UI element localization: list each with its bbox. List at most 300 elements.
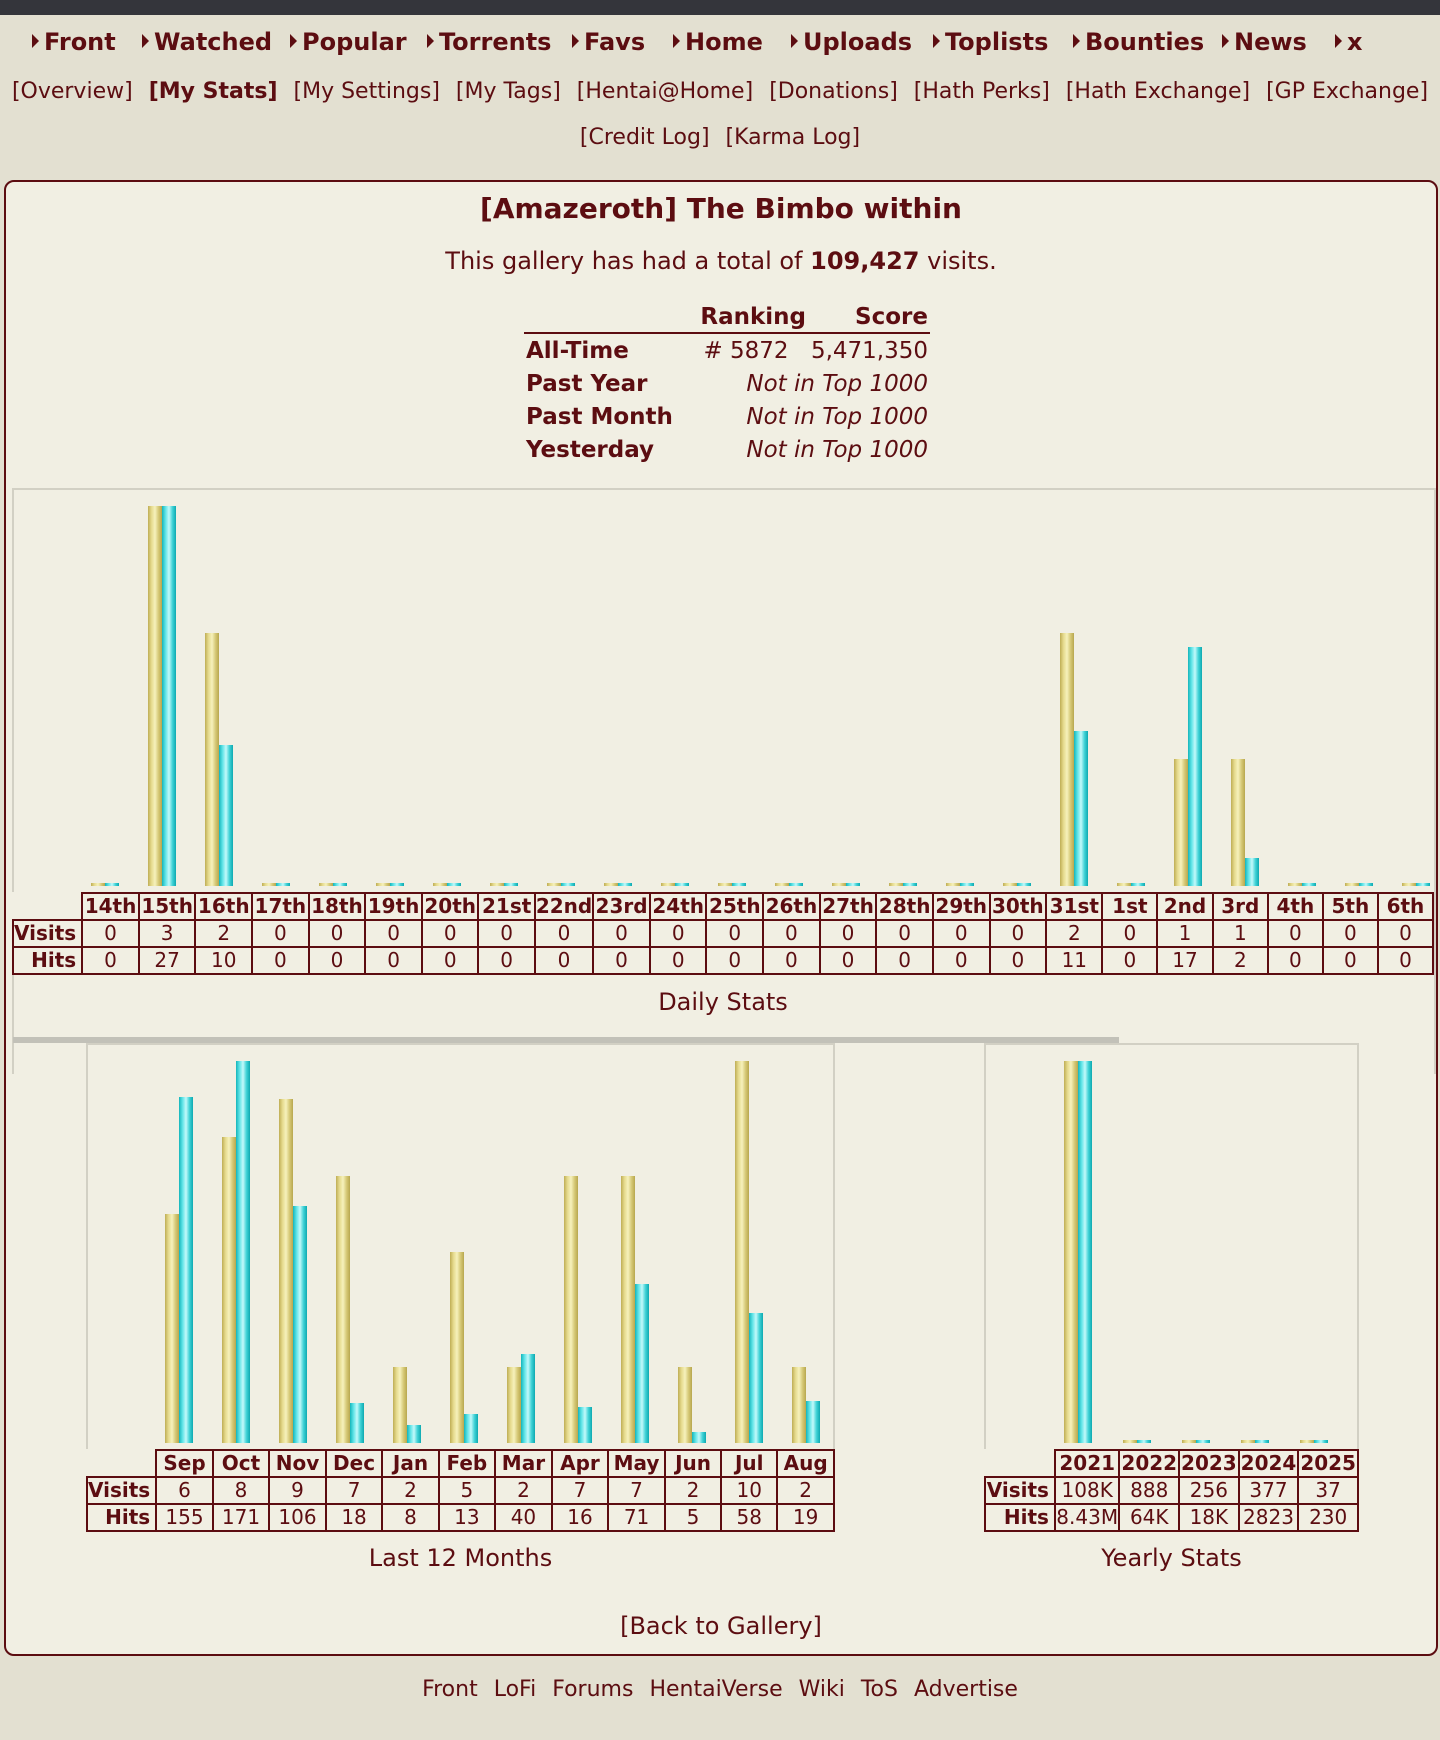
hits-value: 19 <box>777 1504 834 1531</box>
visits-value: 0 <box>1323 920 1378 947</box>
triangle-icon <box>1335 34 1342 48</box>
top-strip <box>0 0 1440 15</box>
hits-value: 17 <box>1157 947 1213 974</box>
subnav-hath-perks[interactable]: [Hath Perks] <box>913 79 1050 104</box>
hits-value: 155 <box>156 1504 213 1531</box>
triangle-icon <box>572 34 579 48</box>
visits-bar <box>678 1367 692 1443</box>
triangle-icon <box>142 34 149 48</box>
category-label: 1st <box>1102 893 1157 920</box>
visits-bar <box>1402 883 1416 886</box>
visits-bar <box>433 883 447 886</box>
category-row <box>87 1450 834 1477</box>
category-label: 6th <box>1378 893 1433 920</box>
hits-value: 64K <box>1119 1504 1179 1531</box>
ranking-row-past-year <box>524 367 930 400</box>
hits-bar <box>903 883 917 886</box>
hits-bar <box>1314 1440 1328 1443</box>
hits-bar <box>960 883 974 886</box>
category-label: 18th <box>309 893 366 920</box>
visits-bar <box>507 1367 521 1443</box>
category-label: Apr <box>552 1450 608 1477</box>
hits-bar <box>675 883 689 886</box>
triangle-icon <box>933 34 940 48</box>
hits-value: 58 <box>721 1504 777 1531</box>
row-label: Hits <box>13 947 82 974</box>
visits-bar <box>792 1367 806 1443</box>
category-label: Jun <box>665 1450 721 1477</box>
hits-value: 13 <box>439 1504 496 1531</box>
ranking-label: Past Month <box>526 404 673 430</box>
ranking-blank-header <box>524 302 684 333</box>
visits-bar <box>832 883 846 886</box>
hits-value: 0 <box>593 947 650 974</box>
visits-value: 108K <box>1055 1477 1119 1504</box>
hits-bar <box>1078 1061 1092 1443</box>
category-label: 25th <box>706 893 763 920</box>
visits-value: 6 <box>156 1477 213 1504</box>
visits-bar <box>222 1137 236 1443</box>
hits-value: 0 <box>990 947 1047 974</box>
nav-label: x <box>1347 28 1363 56</box>
visits-value: 3 <box>139 920 196 947</box>
main-nav <box>0 26 1440 62</box>
category-label: 22nd <box>535 894 593 918</box>
visits-value: 9 <box>269 1477 326 1504</box>
hits-bar <box>578 1407 592 1443</box>
hits-value: 16 <box>552 1504 608 1531</box>
category-label: Nov <box>269 1450 326 1477</box>
visits-bar <box>1231 759 1245 886</box>
nav-watched[interactable] <box>142 26 272 58</box>
visits-value: 0 <box>650 920 707 947</box>
yearly-stats-chart <box>984 1043 1359 1529</box>
subnav-overview[interactable]: [Overview] <box>11 79 133 104</box>
subnav-hentai-at-home[interactable]: [Hentai@Home] <box>576 79 754 104</box>
footer <box>0 1677 1440 1702</box>
hits-bar <box>105 883 119 886</box>
category-label: 31st <box>1046 893 1102 920</box>
visits-row <box>87 1477 834 1504</box>
hits-bar <box>407 1425 421 1443</box>
ranking-value: # 5872 <box>703 338 789 364</box>
subnav-my-tags[interactable]: [My Tags] <box>455 79 561 104</box>
hits-value: 27 <box>139 947 196 974</box>
hits-bar <box>1137 1440 1151 1443</box>
visits-value: 0 <box>820 920 877 947</box>
visits-value: 7 <box>608 1477 665 1504</box>
visits-value: 7 <box>552 1477 608 1504</box>
hits-value: 8.43M <box>1056 1505 1119 1529</box>
visits-bar <box>319 883 333 886</box>
hits-bar <box>749 1313 763 1443</box>
visits-value: 2 <box>777 1477 834 1504</box>
hits-value: 0 <box>650 947 707 974</box>
category-label: 19th <box>365 893 422 920</box>
triangle-icon <box>290 34 297 48</box>
triangle-icon <box>673 34 680 48</box>
stats-panel <box>4 180 1438 1656</box>
category-label: 16th <box>195 893 252 920</box>
back-to-gallery-link[interactable]: [Back to Gallery] <box>620 1612 822 1640</box>
category-label: 26th <box>763 893 820 920</box>
subnav-row-1 <box>0 77 1440 107</box>
category-label: 2nd <box>1157 893 1213 920</box>
hits-value: 0 <box>82 947 139 974</box>
hits-row <box>985 1504 1358 1531</box>
gallery-title: [Amazeroth] The Bimbo within <box>480 192 962 225</box>
row-label: Visits <box>13 920 82 947</box>
visits-bar <box>262 883 276 886</box>
hits-value: 0 <box>1268 947 1323 974</box>
visits-bar <box>1064 1061 1078 1443</box>
subnav-credit-log[interactable]: [Credit Log] <box>579 125 710 150</box>
hits-value: 0 <box>365 947 422 974</box>
monthly-stats-chart <box>86 1043 835 1529</box>
nav-uploads[interactable] <box>791 26 912 58</box>
visits-value: 0 <box>1102 920 1157 947</box>
visits-row <box>985 1477 1358 1504</box>
hits-value: 18K <box>1179 1504 1239 1531</box>
hits-value: 18 <box>326 1504 383 1531</box>
visits-bar <box>1300 1440 1314 1443</box>
visits-bar <box>393 1367 407 1443</box>
hits-bar <box>635 1284 649 1443</box>
yearly-stats-table <box>984 1449 1359 1532</box>
hits-value: 40 <box>495 1504 552 1531</box>
hits-value: 0 <box>1102 947 1157 974</box>
visits-value: 2 <box>382 1477 438 1504</box>
subnav-gp-exchange[interactable]: [GP Exchange] <box>1266 79 1429 104</box>
hits-bar <box>1074 731 1088 886</box>
visits-value: 0 <box>1268 920 1323 947</box>
hits-value: 230 <box>1298 1504 1358 1531</box>
hits-bar <box>1416 883 1430 886</box>
nav-label: Front <box>44 28 116 56</box>
hits-bar <box>1255 1440 1269 1443</box>
hits-bar <box>1245 858 1259 886</box>
blank-cell <box>87 1450 156 1477</box>
hits-value: 0 <box>820 947 877 974</box>
category-row <box>13 893 1433 920</box>
nav-front[interactable] <box>32 26 116 58</box>
visits-bar <box>946 883 960 886</box>
footer-lofi[interactable]: LoFi <box>493 1677 537 1702</box>
visits-value: 0 <box>422 920 479 947</box>
visits-value: 0 <box>990 920 1047 947</box>
visits-value: 0 <box>933 920 990 947</box>
visits-value: 2 <box>495 1477 552 1504</box>
hits-value: 2 <box>1213 947 1268 974</box>
visits-bar <box>547 883 561 886</box>
visits-bar <box>775 883 789 886</box>
category-label: 21st <box>478 893 534 920</box>
hits-bar <box>1188 647 1202 886</box>
category-label: 5th <box>1323 893 1378 920</box>
hits-bar <box>1131 883 1145 886</box>
hits-bar <box>806 1401 820 1443</box>
category-label: Jan <box>382 1450 438 1477</box>
triangle-icon <box>1222 34 1229 48</box>
hits-value: 0 <box>876 947 933 974</box>
total-prefix: This gallery has had a total of <box>445 247 803 275</box>
footer-front[interactable]: Front <box>422 1677 478 1702</box>
category-label: 28th <box>876 893 933 920</box>
visits-bar <box>1345 883 1359 886</box>
ranking-header: Ranking <box>684 302 808 333</box>
hits-bar <box>162 506 176 886</box>
row-label: Visits <box>87 1477 156 1504</box>
score-value: 5,471,350 <box>810 338 928 364</box>
category-label: 27th <box>820 893 877 920</box>
hits-value: 10 <box>195 947 252 974</box>
hits-value: 106 <box>269 1504 326 1531</box>
visits-value: 0 <box>309 920 366 947</box>
ranking-note: Not in Top 1000 <box>746 371 928 397</box>
subnav-row-2 <box>0 123 1440 153</box>
hits-bar <box>464 1414 478 1443</box>
hits-bar <box>276 883 290 886</box>
visits-bar <box>279 1099 293 1443</box>
nav-label: News <box>1234 28 1307 56</box>
category-label: Sep <box>156 1450 213 1477</box>
nav-favs[interactable] <box>572 26 645 58</box>
hits-value: 0 <box>763 947 820 974</box>
visits-bar <box>91 883 105 886</box>
category-label: Feb <box>439 1450 496 1477</box>
hits-bar <box>236 1061 250 1443</box>
footer-wiki[interactable]: Wiki <box>798 1677 845 1702</box>
total-visits-value: 109,427 <box>810 247 920 275</box>
visits-value: 0 <box>365 920 422 947</box>
hits-bar <box>1017 883 1031 886</box>
category-label: 24th <box>650 893 707 920</box>
visits-bar <box>735 1061 749 1443</box>
visits-value: 0 <box>252 920 309 947</box>
hits-bar <box>390 883 404 886</box>
hits-bar <box>521 1354 535 1443</box>
ranking-label: Yesterday <box>526 437 655 463</box>
nav-bounties[interactable] <box>1073 26 1204 58</box>
daily-stats-table <box>12 892 1434 975</box>
category-label: 23rd <box>593 893 650 920</box>
subnav-hath-exchange[interactable]: [Hath Exchange] <box>1065 79 1251 104</box>
score-header: Score <box>808 302 930 333</box>
visits-bar <box>1182 1440 1196 1443</box>
category-label: 15th <box>139 893 196 920</box>
visits-value: 7 <box>326 1477 383 1504</box>
hits-bar <box>789 883 803 886</box>
hits-value: 71 <box>608 1504 665 1531</box>
triangle-icon <box>427 34 434 48</box>
hits-value: 0 <box>252 947 309 974</box>
ranking-note: Not in Top 1000 <box>746 404 928 430</box>
hits-value: 11 <box>1046 947 1102 974</box>
category-label: 2023 <box>1181 1451 1237 1475</box>
visits-value: 1 <box>1157 920 1213 947</box>
visits-bar <box>889 883 903 886</box>
hits-value: 8 <box>382 1504 438 1531</box>
daily-stats-caption: Daily Stats <box>658 988 788 1016</box>
hits-value: 0 <box>706 947 763 974</box>
category-label: Dec <box>326 1450 383 1477</box>
category-label: 20th <box>422 893 479 920</box>
visits-value: 256 <box>1179 1477 1239 1504</box>
category-label: Mar <box>495 1450 552 1477</box>
nav-label: Watched <box>154 28 273 56</box>
subnav-my-settings[interactable]: [My Settings] <box>293 79 440 104</box>
nav-label: Bounties <box>1085 28 1205 56</box>
nav-label: Home <box>685 28 763 56</box>
row-label: Hits <box>985 1504 1055 1531</box>
total-suffix: visits. <box>927 247 997 275</box>
visits-bar <box>450 1252 464 1443</box>
nav-popular[interactable] <box>290 26 407 58</box>
nav-toplists[interactable] <box>933 26 1048 58</box>
hits-value: 5 <box>665 1504 721 1531</box>
hits-bar <box>333 883 347 886</box>
hits-bar <box>219 745 233 886</box>
category-label: Oct <box>213 1450 269 1477</box>
visits-value: 5 <box>439 1477 496 1504</box>
hits-bar <box>293 1206 307 1443</box>
category-row <box>985 1450 1358 1477</box>
ranking-label: All-Time <box>526 338 629 364</box>
nav-label: Toplists <box>945 28 1049 56</box>
monthly-stats-table <box>86 1449 835 1532</box>
category-label: 2025 <box>1298 1450 1358 1477</box>
footer-hentaiverse[interactable]: HentaiVerse <box>649 1677 783 1702</box>
hits-bar <box>504 883 518 886</box>
hits-value: 0 <box>422 947 479 974</box>
visits-bar <box>661 883 675 886</box>
total-visits-line <box>6 247 1436 275</box>
nav-news[interactable] <box>1222 26 1307 58</box>
ranking-row-yesterday <box>524 433 930 466</box>
hits-bar <box>618 883 632 886</box>
visits-value: 8 <box>213 1477 269 1504</box>
hits-value: 0 <box>478 947 534 974</box>
visits-value: 0 <box>535 920 593 947</box>
monthly-stats-caption: Last 12 Months <box>368 1544 553 1572</box>
hits-bar <box>846 883 860 886</box>
ranking-label: Past Year <box>526 371 648 397</box>
ranking-row-all-time <box>524 333 930 367</box>
category-label: 2024 <box>1240 1451 1297 1475</box>
row-label: Hits <box>87 1504 156 1531</box>
visits-value: 2 <box>665 1477 721 1504</box>
nav-label: Popular <box>302 28 407 56</box>
hits-value: 171 <box>213 1504 269 1531</box>
hits-row <box>87 1504 834 1531</box>
hits-value: 0 <box>309 947 366 974</box>
visits-bar <box>1288 883 1302 886</box>
category-label: Jul <box>721 1450 777 1477</box>
category-label: 17th <box>252 893 309 920</box>
hits-value: 2823 <box>1239 1504 1299 1531</box>
nav-home[interactable] <box>673 26 763 58</box>
visits-bar <box>1174 759 1188 886</box>
visits-value: 0 <box>1378 920 1433 947</box>
daily-stats-chart <box>12 488 1436 1074</box>
category-label: 30th <box>990 893 1047 920</box>
triangle-icon <box>32 34 39 48</box>
visits-value: 377 <box>1239 1477 1299 1504</box>
visits-bar <box>1060 633 1074 886</box>
nav-close[interactable] <box>1335 26 1362 58</box>
hits-bar <box>1302 883 1316 886</box>
nav-label: Torrents <box>439 28 552 56</box>
category-label: 29th <box>933 893 990 920</box>
visits-bar <box>1003 883 1017 886</box>
visits-row <box>13 920 1433 947</box>
nav-torrents[interactable] <box>427 26 551 58</box>
visits-bar <box>490 883 504 886</box>
footer-tos[interactable]: ToS <box>860 1677 898 1702</box>
visits-bar <box>621 1176 635 1443</box>
visits-bar <box>1241 1440 1255 1443</box>
hits-bar <box>350 1403 364 1443</box>
visits-bar <box>205 633 219 886</box>
visits-value: 37 <box>1298 1477 1358 1504</box>
hits-value: 0 <box>1323 947 1378 974</box>
blank-cell <box>985 1450 1055 1477</box>
yearly-stats-caption: Yearly Stats <box>1101 1544 1242 1572</box>
footer-forums[interactable]: Forums <box>552 1677 634 1702</box>
subnav-donations[interactable]: [Donations] <box>769 79 898 104</box>
visits-value: 1 <box>1213 920 1268 947</box>
footer-advertise[interactable]: Advertise <box>913 1677 1018 1702</box>
ranking-table <box>524 302 930 466</box>
hits-bar <box>179 1097 193 1443</box>
visits-bar <box>718 883 732 886</box>
visits-bar <box>148 506 162 886</box>
visits-bar <box>1117 883 1131 886</box>
triangle-icon <box>791 34 798 48</box>
visits-bar <box>376 883 390 886</box>
category-label: 2022 <box>1121 1451 1178 1475</box>
visits-value: 888 <box>1119 1477 1179 1504</box>
category-label: May <box>608 1450 665 1477</box>
category-label: 3rd <box>1213 893 1268 920</box>
row-label: Visits <box>985 1477 1055 1504</box>
hits-bar <box>561 883 575 886</box>
visits-value: 2 <box>195 920 252 947</box>
hits-row <box>13 947 1433 974</box>
hits-bar <box>1359 883 1373 886</box>
visits-value: 0 <box>82 920 139 947</box>
subnav-karma-log[interactable]: [Karma Log] <box>725 125 861 150</box>
category-label: Aug <box>777 1450 834 1477</box>
visits-bar <box>165 1214 179 1443</box>
subnav-my-stats[interactable]: [My Stats] <box>148 79 278 104</box>
nav-label: Uploads <box>803 28 913 56</box>
blank-cell <box>13 893 82 920</box>
visits-value: 0 <box>876 920 933 947</box>
ranking-note: Not in Top 1000 <box>746 437 928 463</box>
hits-bar <box>447 883 461 886</box>
hits-bar <box>732 883 746 886</box>
hits-bar <box>692 1432 706 1443</box>
visits-bar <box>604 883 618 886</box>
hits-bar <box>1196 1440 1210 1443</box>
visits-bar <box>336 1176 350 1443</box>
triangle-icon <box>1073 34 1080 48</box>
ranking-row-past-month <box>524 400 930 433</box>
visits-bar <box>564 1176 578 1443</box>
visits-value: 10 <box>721 1477 777 1504</box>
hits-value: 0 <box>535 947 593 974</box>
